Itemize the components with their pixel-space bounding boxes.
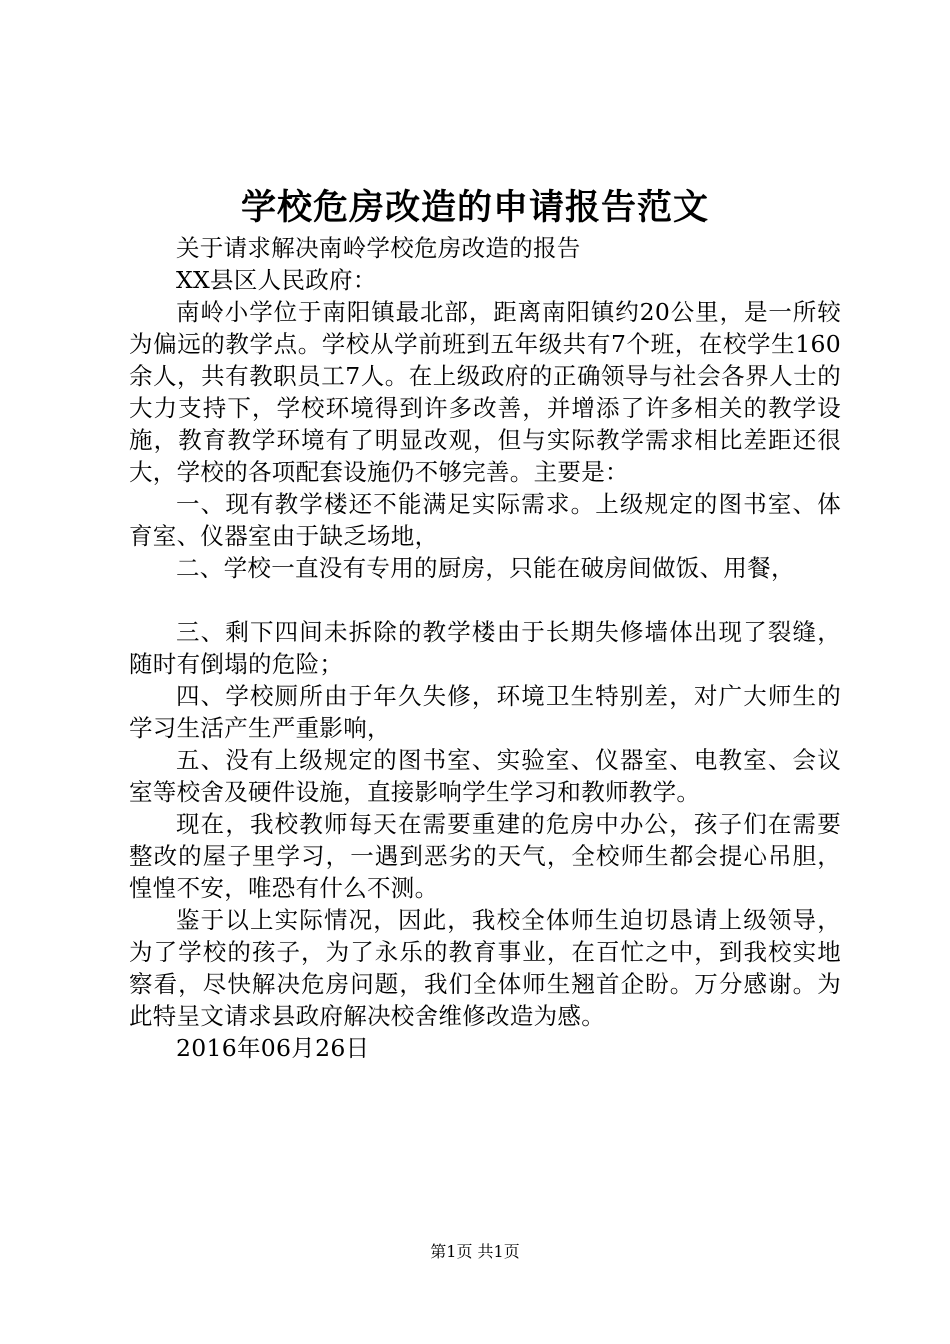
issue-item-1: 一、现有教学楼还不能满足实际需求。上级规定的图书室、体育室、仪器室由于缺乏场地， xyxy=(129,490,841,550)
date-line: 2016年06月26日 xyxy=(176,1034,370,1062)
page-footer: 第1页 共1页 xyxy=(430,1242,520,1261)
issue-item-3: 三、剩下四间未拆除的教学楼由于长期失修墙体出现了裂缝，随时有倒塌的危险； xyxy=(129,618,841,678)
subject-line: 关于请求解决南岭学校危房改造的报告 xyxy=(176,234,581,262)
document-title: 学校危房改造的申请报告范文 xyxy=(240,187,709,228)
issue-item-2: 二、学校一直没有专用的厨房，只能在破房间做饭、用餐， xyxy=(176,554,795,582)
intro-paragraph: 南岭小学位于南阳镇最北部，距离南阳镇约20公里，是一所较为偏远的教学点。学校从学前班到五年级共有7个班，在校学生160余人，共有教职员工7人。在上级政府的正确领导与社会各界人士的大力支持下，学校环境得到许多改善，并增添了许多相关的教学设施，教育教学环境有了明显改观，但与实际教学需求相比差距还很大，学校的各项配套设施仍不够完善。主要是： xyxy=(129,298,841,486)
blank-line xyxy=(129,584,841,616)
addressee-line: XX县区人民政府： xyxy=(176,266,377,294)
issue-item-5: 五、没有上级规定的图书室、实验室、仪器室、电教室、会议室等校舍及硬件设施，直接影响学生学习和教师教学。 xyxy=(129,746,841,806)
issue-item-4: 四、学校厕所由于年久失修，环境卫生特别差，对广大师生的学习生活产生严重影响， xyxy=(129,682,841,742)
request-paragraph: 鉴于以上实际情况，因此，我校全体师生迫切恳请上级领导，为了学校的孩子，为了永乐的教育事业，在百忙之中，到我校实地察看，尽快解决危房问题，我们全体师生翘首企盼。万分感谢。为此特呈文请求县政府解决校舍维修改造为感。 xyxy=(129,906,841,1030)
current-situation-paragraph: 现在，我校教师每天在需要重建的危房中办公，孩子们在需要整改的屋子里学习，一遇到恶劣的天气，全校师生都会提心吊胆，惶惶不安，唯恐有什么不测。 xyxy=(129,810,841,902)
document-body xyxy=(129,232,841,1064)
